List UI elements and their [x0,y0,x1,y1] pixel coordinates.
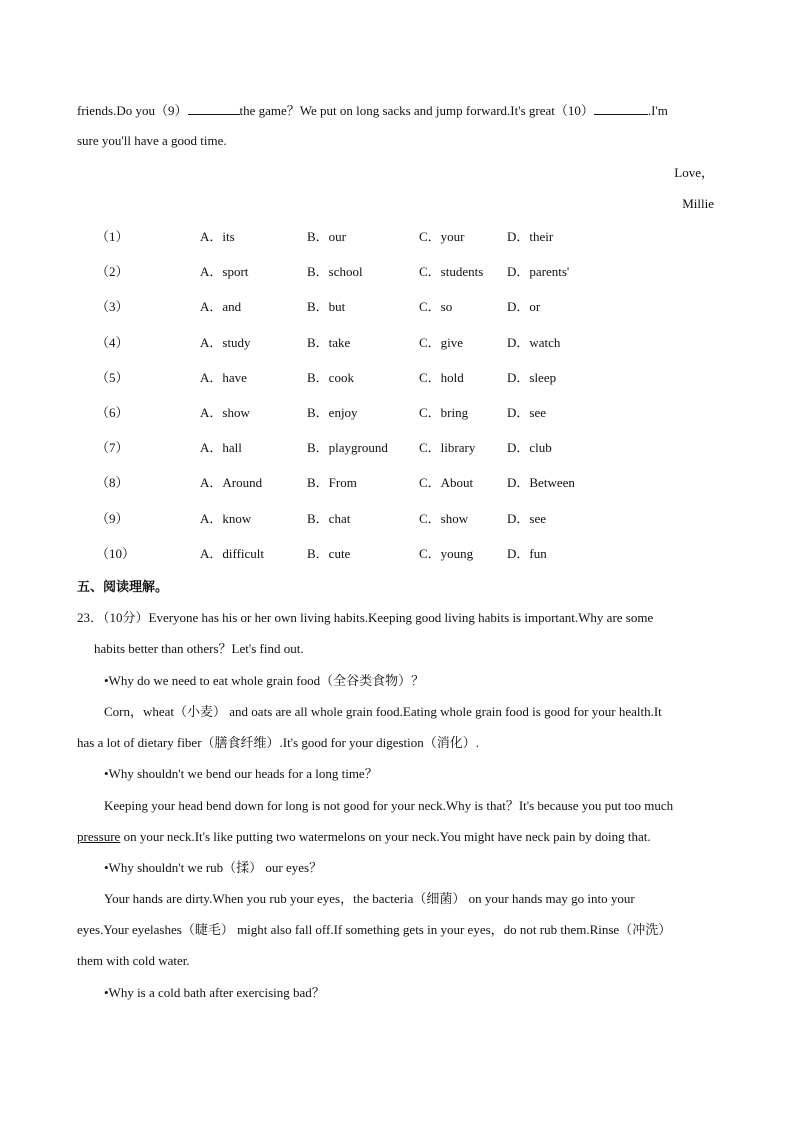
question-number: （10） [96,545,136,561]
option-row [0,229,794,247]
option-row [0,546,794,564]
blank-9[interactable] [188,102,240,115]
question-number: （7） [96,440,129,456]
heading-whole-grain: •Why do we need to eat whole grain food（全谷类食物）？ [104,673,425,688]
option-c[interactable]: C．bring [419,405,469,420]
question-number: （9） [96,510,129,526]
option-a[interactable]: A．hall [200,440,242,456]
letter-line-2: sure you'll have a good time. [77,133,227,148]
option-d[interactable]: D．watch [507,334,561,350]
option-d[interactable]: D．Between [507,475,575,491]
option-c[interactable]: C．students [419,264,484,280]
question-23-line-1: 23．（10分）Everyone has his or her own living habits.Keeping good living habits is important.Why are some [77,610,654,625]
letter-line-1 [77,102,668,119]
question-number: （8） [96,475,129,491]
letter-closing: Love， [674,165,714,180]
section-title: 五、阅读理解。 [77,579,169,594]
letter-line-1-start: friends.Do you（9） [77,103,188,118]
option-d[interactable]: D．parents' [507,264,570,280]
option-a[interactable]: A．Around [200,475,263,491]
paragraph-1-line-2: has a lot of dietary fiber（膳食纤维）.It's good for your digestion（消化）. [77,735,480,750]
option-d[interactable]: D．club [507,440,552,456]
question-23-line-2: habits better than others？Let's find out. [94,641,304,656]
option-d[interactable]: D．their [507,229,554,244]
option-b[interactable]: B．From [307,475,357,491]
option-a[interactable]: A．sport [200,264,249,280]
paragraph-3-line-1: Your hands are dirty.When you rub your eyes，the bacteria（细菌） on your hands may go into your [104,891,635,906]
option-d[interactable]: D．fun [507,545,547,561]
paragraph-2-line-2-rest: on your neck.It's like putting two watermelons on your neck.You might have neck pain by doing that. [120,829,651,844]
option-d[interactable]: D．sleep [507,369,557,385]
option-row [0,335,794,353]
letter-signature: Millie [682,196,714,211]
question-number: （1） [96,229,129,244]
option-b[interactable]: B．cook [307,369,354,385]
option-c[interactable]: C．show [419,510,469,526]
underlined-word-pressure: pressure [77,829,121,844]
question-number: （3） [96,299,129,315]
option-a[interactable]: A．know [200,510,252,526]
option-b[interactable]: B．but [307,299,346,315]
question-number: （6） [96,405,129,420]
option-a[interactable]: A．and [200,299,242,315]
letter-line-1-mid: the game？We put on long sacks and jump forward.It's great（10） [239,103,594,118]
paragraph-2-line-2 [77,829,651,845]
option-c[interactable]: C．your [419,229,465,244]
option-row [0,440,794,458]
heading-cold-bath: •Why is a cold bath after exercising bad？ [104,985,325,1000]
option-c[interactable]: C．young [419,545,474,561]
option-d[interactable]: D．or [507,299,541,315]
option-row [0,405,794,423]
paragraph-3-line-3: them with cold water. [77,953,190,968]
option-b[interactable]: B．our [307,229,347,244]
option-c[interactable]: C．so [419,299,453,315]
option-b[interactable]: B．school [307,264,363,280]
blank-10[interactable] [594,102,648,115]
option-b[interactable]: B．take [307,334,351,350]
option-a[interactable]: A．show [200,405,250,420]
paragraph-3-line-2: eyes.Your eyelashes（睫毛） might also fall off.If something gets in your eyes，do not rub them.Rinse（冲洗） [77,922,672,937]
letter-line-1-end: .I'm [647,103,668,118]
option-a[interactable]: A．have [200,369,247,385]
question-number: （5） [96,369,129,385]
paragraph-1-line-1: Corn，wheat（小麦） and oats are all whole grain food.Eating whole grain food is good for your health.It [104,704,662,719]
option-d[interactable]: D．see [507,405,546,420]
option-c[interactable]: C．About [419,475,474,491]
option-c[interactable]: C．give [419,334,464,350]
option-d[interactable]: D．see [507,510,546,526]
option-b[interactable]: B．cute [307,545,351,561]
option-row [0,475,794,493]
option-row [0,299,794,317]
option-b[interactable]: B．enjoy [307,405,358,420]
option-b[interactable]: B．playground [307,440,388,456]
option-c[interactable]: C．hold [419,369,464,385]
option-row [0,264,794,282]
question-number: （2） [96,264,129,280]
question-number: （4） [96,334,129,350]
heading-rub-eyes: •Why shouldn't we rub（揉） our eyes？ [104,860,323,875]
option-row [0,370,794,388]
heading-bend-heads: •Why shouldn't we bend our heads for a long time？ [104,766,378,781]
paragraph-2-line-1: Keeping your head bend down for long is not good for your neck.Why is that？It's because you put too much [104,798,674,813]
option-row [0,511,794,529]
option-c[interactable]: C．library [419,440,476,456]
option-a[interactable]: A．study [200,334,251,350]
option-b[interactable]: B．chat [307,510,351,526]
option-a[interactable]: A．difficult [200,545,265,561]
option-a[interactable]: A．its [200,229,235,244]
